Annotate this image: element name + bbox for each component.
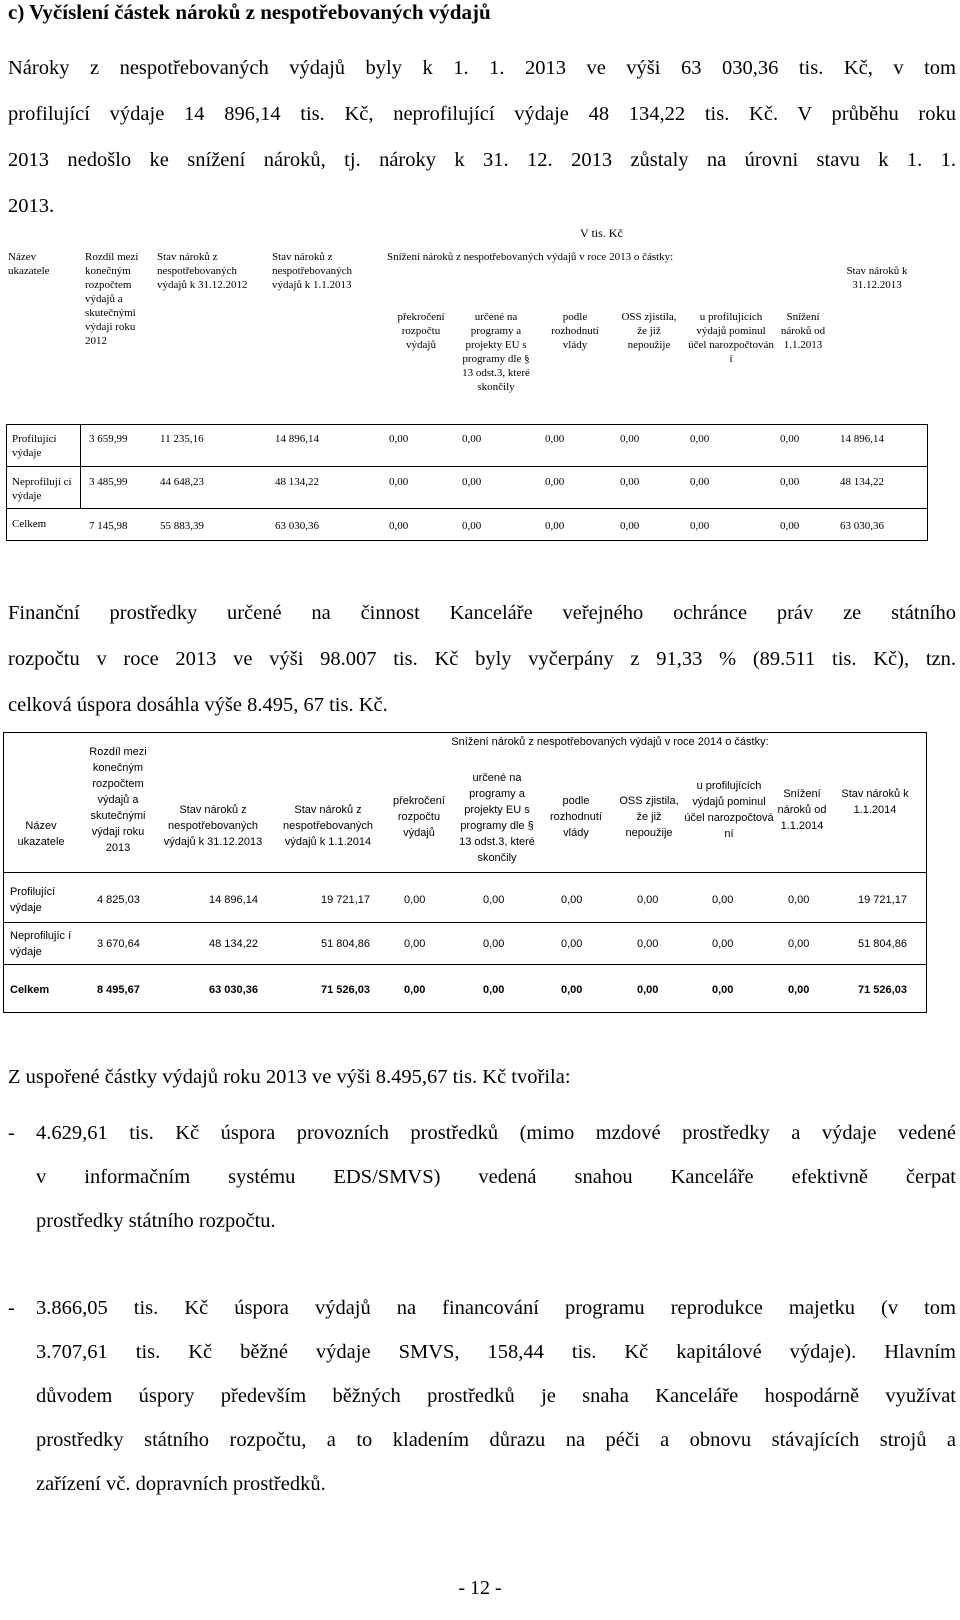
table-cell: 0,00 (462, 476, 482, 488)
table-cell: 0,00 (690, 433, 710, 445)
row-name: Neprofilují cí výdaje (12, 476, 72, 502)
table-cell: 14 896,14 (275, 433, 319, 445)
row-name: Profilující výdaje (12, 433, 57, 459)
list-dash: - (8, 1297, 15, 1319)
table-cell: 3 659,99 (89, 433, 128, 445)
table-cell: 0,00 (404, 894, 426, 906)
table-cell: 0,00 (788, 938, 810, 950)
table-cell: 71 526,03 (321, 984, 370, 996)
table-cell: 0,00 (620, 476, 640, 488)
table-cell: 0,00 (561, 984, 583, 996)
table-cell: 8 495,67 (97, 984, 140, 996)
table-cell: 48 134,22 (209, 938, 258, 950)
text-line: 2013 nedošlo ke snížení nároků, tj. nároky k 31. 12. 2013 zůstaly na úrovni stavu k 1. 1. (8, 149, 956, 171)
subheader-reduction: Snížení nároků od 1.1.2014 (777, 788, 827, 832)
table-cell: 0,00 (712, 984, 734, 996)
subheader-reduction: Snížení nároků od 1.1.2013 (780, 311, 826, 351)
grid-line (926, 732, 927, 1013)
text-line: 3.866,05 tis. Kč úspora výdajů na financování programu reprodukce majetku (v tom (36, 1297, 956, 1319)
table-cell: 63 030,36 (275, 520, 319, 532)
table-cell: 0,00 (780, 520, 800, 532)
col-header-name: Název ukazatele (8, 251, 50, 277)
table-cell: 71 526,03 (858, 984, 907, 996)
text-line: rozpočtu v roce 2013 ve výši 98.007 tis. Kč byly vyčerpány z 91,33 % (89.511 tis. Kč), tzn. (8, 648, 956, 670)
col-header-diff: Rozdíl mezi konečným rozpočtem výdajů a skutečnými výdaji roku 2013 (89, 746, 147, 854)
table-cell: 51 804,86 (858, 938, 907, 950)
table-cell: 0,00 (462, 520, 482, 532)
subheader-oss: OSS zjistila, že již nepoužije (619, 795, 679, 839)
table-cell: 48 134,22 (840, 476, 884, 488)
table-cell: 63 030,36 (209, 984, 258, 996)
table-cell: 0,00 (404, 984, 426, 996)
text-line: Finanční prostředky určené na činnost Kanceláře veřejného ochránce práv ze státního (8, 602, 956, 624)
section-heading: c) Vyčíslení částek nároků z nespotřebovaných výdajů (8, 0, 491, 24)
subheader-government: podle rozhodnutí vlády (550, 795, 602, 839)
table-cell: 19 721,17 (858, 894, 907, 906)
table-cell: 0,00 (483, 938, 505, 950)
subheader-government: podle rozhodnutí vlády (551, 311, 599, 351)
table-cell: 0,00 (637, 984, 659, 996)
grid-line (3, 964, 927, 965)
col-header-state-start: Stav nároků z nespotřebovaných výdajů k 1.1.2013 (272, 251, 353, 291)
row-name: Profilující výdaje (10, 886, 56, 914)
table-cell: 0,00 (620, 433, 640, 445)
table-cell: 0,00 (561, 938, 583, 950)
text-line: 4.629,61 tis. Kč úspora provozních prostředků (mimo mzdové prostředky a výdaje vedené (36, 1122, 956, 1144)
subheader-overrun: překročení rozpočtu výdajů (393, 795, 445, 839)
grid-line (3, 1012, 927, 1013)
table-cell: 0,00 (788, 984, 810, 996)
subheader-profiling: u profilujících výdajů pominul účel narozpočtová ní (684, 780, 774, 840)
table-cell: 0,00 (389, 520, 409, 532)
list-item-body (36, 1111, 956, 1243)
table-cell: 55 883,39 (160, 520, 204, 532)
table-cell: 0,00 (561, 894, 583, 906)
col-header-state-final: Stav nároků k 31.12.2013 (846, 265, 908, 291)
table-cell: 63 030,36 (840, 520, 884, 532)
table-cell: 0,00 (483, 984, 505, 996)
subheader-profiling: u profilujících výdajů pominul účel narozpočtován í (688, 311, 774, 365)
table-cell: 0,00 (637, 938, 659, 950)
text-line: celková úspora dosáhla výše 8.495, 67 tis. Kč. (8, 694, 388, 716)
table-cell: 0,00 (712, 894, 734, 906)
table-cell: 0,00 (690, 476, 710, 488)
col-header-reduction-group: Snížení nároků z nespotřebovaných výdajů v roce 2013 o částky: (387, 251, 674, 263)
grid-line (3, 732, 4, 1013)
table-cell: 7 145,98 (89, 520, 128, 532)
table-cell: 0,00 (545, 433, 565, 445)
col-header-state-end: Stav nároků z nespotřebovaných výdajů k 31.12.2013 (163, 804, 263, 848)
table-cell: 0,00 (780, 433, 800, 445)
table-cell: 0,00 (780, 476, 800, 488)
text-line: Nároky z nespotřebovaných výdajů byly k 1. 1. 2013 ve výši 63 030,36 tis. Kč, v tom (8, 57, 956, 79)
table-cell: 0,00 (545, 476, 565, 488)
table-cell: 0,00 (483, 894, 505, 906)
row-name: Neprofilujíc í výdaje (10, 930, 72, 958)
list-item (8, 1286, 956, 1516)
list-item-body (36, 1286, 956, 1506)
table-cell: 0,00 (404, 938, 426, 950)
unit-label: V tis. Kč (580, 226, 623, 240)
table-cell: 0,00 (462, 433, 482, 445)
table-cell: 48 134,22 (275, 476, 319, 488)
table-cell: 4 825,03 (97, 894, 140, 906)
col-header-diff: Rozdíl mezi konečným rozpočtem výdajů a skutečnými výdaji roku 2012 (85, 251, 139, 347)
table-cell: 0,00 (389, 433, 409, 445)
text-line: prostředky státního rozpočtu. (36, 1210, 276, 1232)
text-line: důvodem úspory především běžných prostředků je snaha Kanceláře hospodárně využívat (36, 1385, 956, 1407)
table-cell: 0,00 (637, 894, 659, 906)
col-header-reduction-group: Snížení nároků z nespotřebovaných výdajů v roce 2014 o částky: (451, 736, 769, 748)
col-header-state-start: Stav nároků z nespotřebovaných výdajů k 1.1.2014 (283, 804, 373, 848)
subheader-overrun: překročení rozpočtu výdajů (397, 311, 445, 351)
savings-intro: Z uspořené částky výdajů roku 2013 ve výši 8.495,67 tis. Kč tvořila: (8, 1066, 571, 1088)
list-item (8, 1111, 956, 1251)
table-cell: 44 648,23 (160, 476, 204, 488)
table-cell: 51 804,86 (321, 938, 370, 950)
table-cell: 0,00 (620, 520, 640, 532)
table-cell: 0,00 (788, 894, 810, 906)
table-cell: 3 670,64 (97, 938, 140, 950)
subheader-eu-programs: určené na programy a projekty EU s programy dle § 13 odst.3, které skončily (459, 772, 535, 864)
row-name: Celkem (10, 984, 50, 996)
col-header-state-final: Stav nároků k 1.1.2014 (841, 788, 909, 816)
text-line: v informačním systému EDS/SMVS) vedená snahou Kanceláře efektivně čerpat (36, 1166, 956, 1188)
page-number: - 12 - (458, 1577, 502, 1599)
list-dash: - (8, 1122, 15, 1144)
subheader-eu-programs: určené na programy a projekty EU s programy dle § 13 odst.3, které skončily (462, 311, 530, 393)
table-cell: 0,00 (545, 520, 565, 532)
text-line: 2013. (8, 195, 55, 217)
row-name: Celkem (12, 518, 47, 530)
col-header-name: Název ukazatele (17, 820, 65, 848)
table-cell: 3 485,99 (89, 476, 128, 488)
grid-line (3, 922, 927, 923)
table-cell: 14 896,14 (840, 433, 884, 445)
text-line: prostředky státního rozpočtu, a to kladením důrazu na péči a obnovu stávajících strojů a (36, 1429, 956, 1451)
table-cell: 19 721,17 (321, 894, 370, 906)
grid-line (3, 872, 927, 873)
text-line: 3.707,61 tis. Kč běžné výdaje SMVS, 158,44 tis. Kč kapitálové výdaje). Hlavním (36, 1341, 956, 1363)
table-cell: 14 896,14 (209, 894, 258, 906)
text-line: zařízení vč. dopravních prostředků. (36, 1473, 326, 1495)
col-header-state-end: Stav nároků z nespotřebovaných výdajů k 31.12.2012 (157, 251, 248, 291)
text-line: profilující výdaje 14 896,14 tis. Kč, neprofilující výdaje 48 134,22 tis. Kč. V průběhu roku (8, 103, 956, 125)
grid-line (3, 732, 927, 733)
table-cell: 0,00 (690, 520, 710, 532)
table-cell: 11 235,16 (160, 433, 204, 445)
table-cell: 0,00 (389, 476, 409, 488)
table-cell: 0,00 (712, 938, 734, 950)
subheader-oss: OSS zjistila, že již nepoužije (621, 311, 677, 351)
